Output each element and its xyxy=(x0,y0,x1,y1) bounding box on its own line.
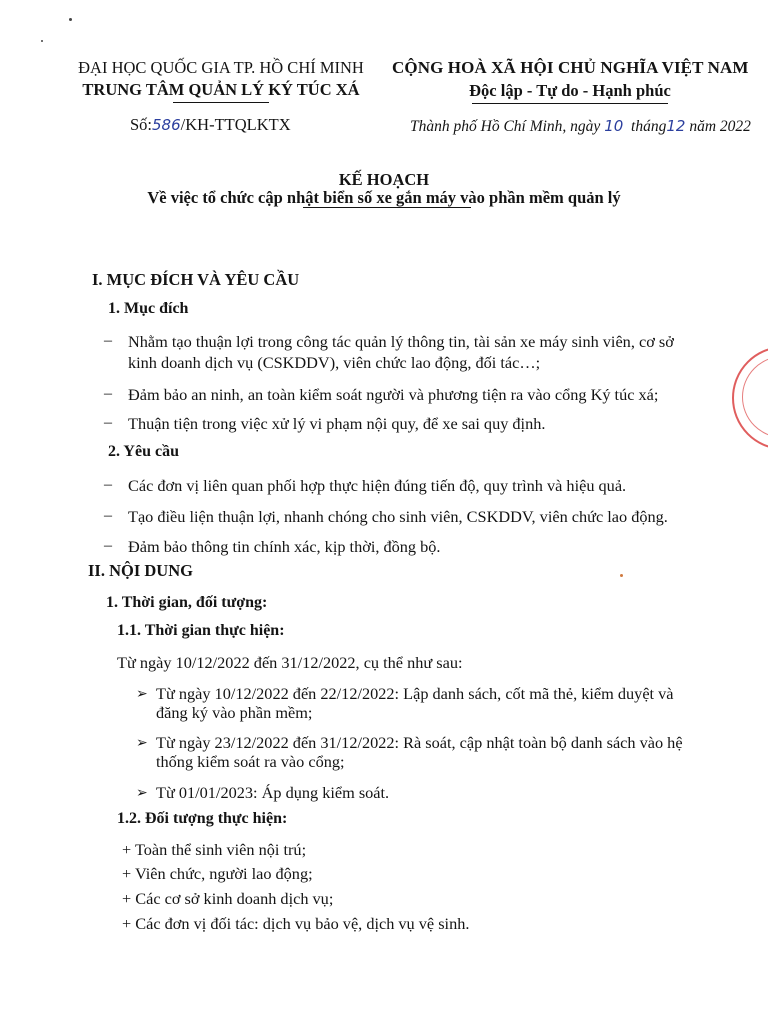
document-number xyxy=(130,115,291,135)
doc-suffix: /KH-TTQLKTX xyxy=(180,115,291,134)
arrow-bullet: ➢ xyxy=(136,736,148,751)
list-item: Các đơn vị liên quan phối hợp thực hiện đúng tiến độ, quy trình và hiệu quả. xyxy=(128,476,627,495)
list-item: Thuận tiện trong việc xử lý vi phạm nội quy, để xe sai quy định. xyxy=(128,414,546,433)
title-underline xyxy=(303,207,471,208)
national-motto xyxy=(392,58,748,104)
section-2-1-1-heading: 1.1. Thời gian thực hiện: xyxy=(117,622,285,639)
document-title: KẾ HOẠCH xyxy=(338,170,430,189)
doc-prefix: Số: xyxy=(130,115,153,134)
place-prefix: Thành phố Hồ Chí Minh, ngày xyxy=(410,118,601,135)
issuing-organization xyxy=(62,58,380,103)
list-dash: – xyxy=(104,385,112,402)
time-intro: Từ ngày 10/12/2022 đến 31/12/2022, cụ thể như sau: xyxy=(117,653,463,672)
section-2-heading: II. NỘI DUNG xyxy=(88,561,193,580)
list-item: Từ ngày 10/12/2022 đến 22/12/2022: Lập danh sách, cốt mã thẻ, kiểm duyệt và xyxy=(156,684,674,703)
list-dash: – xyxy=(104,332,112,349)
org-underline xyxy=(173,102,269,103)
month-handwritten: 12 xyxy=(666,117,686,135)
section-2-1-2-heading: 1.2. Đối tượng thực hiện: xyxy=(117,810,288,827)
scan-speck xyxy=(620,574,623,577)
scan-speck xyxy=(69,18,72,21)
section-1-heading: I. MỤC ĐÍCH VÀ YÊU CẦU xyxy=(92,270,300,289)
document-subject: Về việc tổ chức cập nhật biển số xe gắn máy vào phần mềm quản lý xyxy=(147,188,621,207)
list-item: Từ 01/01/2023: Áp dụng kiểm soát. xyxy=(156,783,390,802)
org-name: TRUNG TÂM QUẢN LÝ KÝ TÚC XÁ xyxy=(82,80,360,99)
org-parent: ĐẠI HỌC QUỐC GIA TP. HỒ CHÍ MINH xyxy=(78,58,364,77)
list-item: Đảm bảo an ninh, an toàn kiểm soát người và phương tiện ra vào cổng Ký túc xá; xyxy=(128,385,659,404)
section-1-1-heading: 1. Mục đích xyxy=(108,300,189,317)
list-item: Đảm bảo thông tin chính xác, kịp thời, đồng bộ. xyxy=(128,537,441,556)
country-name: CỘNG HOÀ XÃ HỘI CHỦ NGHĨA VIỆT NAM xyxy=(392,58,749,77)
motto: Độc lập - Tự do - Hạnh phúc xyxy=(469,81,671,100)
arrow-bullet: ➢ xyxy=(136,786,148,801)
arrow-bullet: ➢ xyxy=(136,687,148,702)
motto-underline xyxy=(472,103,668,104)
list-item: thống kiểm soát ra vào cổng; xyxy=(156,752,345,771)
list-dash: – xyxy=(104,476,112,493)
list-item: + Viên chức, người lao động; xyxy=(122,864,313,883)
month-label: tháng xyxy=(631,118,667,135)
red-seal-stamp xyxy=(732,346,768,450)
scan-speck xyxy=(41,40,43,42)
list-item: + Các cơ sở kinh doanh dịch vụ; xyxy=(122,889,334,908)
red-seal-inner-ring xyxy=(742,356,768,438)
list-dash: – xyxy=(104,414,112,431)
section-1-2-heading: 2. Yêu cầu xyxy=(108,443,179,460)
list-item: + Toàn thể sinh viên nội trú; xyxy=(122,840,307,859)
list-dash: – xyxy=(104,507,112,524)
list-item: đăng ký vào phần mềm; xyxy=(156,703,313,722)
list-item: kinh doanh dịch vụ (CSKDDV), viên chức lao động, đối tác…; xyxy=(128,353,541,372)
list-item: Tạo điều liện thuận lợi, nhanh chóng cho sinh viên, CSKDDV, viên chức lao động. xyxy=(128,507,668,526)
doc-number-handwritten: 586 xyxy=(152,116,181,134)
list-dash: – xyxy=(104,537,112,554)
list-item: Từ ngày 23/12/2022 đến 31/12/2022: Rà soát, cập nhật toàn bộ danh sách vào hệ xyxy=(156,733,683,752)
year-text: năm 2022 xyxy=(689,118,751,135)
list-item: + Các đơn vị đối tác: dịch vụ bảo vệ, dịch vụ vệ sinh. xyxy=(122,914,470,933)
day-handwritten: 10 xyxy=(604,117,624,135)
section-2-1-heading: 1. Thời gian, đối tượng: xyxy=(106,594,268,611)
list-item: Nhằm tạo thuận lợi trong công tác quản lý thông tin, tài sản xe máy sinh viên, cơ sở xyxy=(128,332,674,351)
place-date xyxy=(410,117,751,136)
